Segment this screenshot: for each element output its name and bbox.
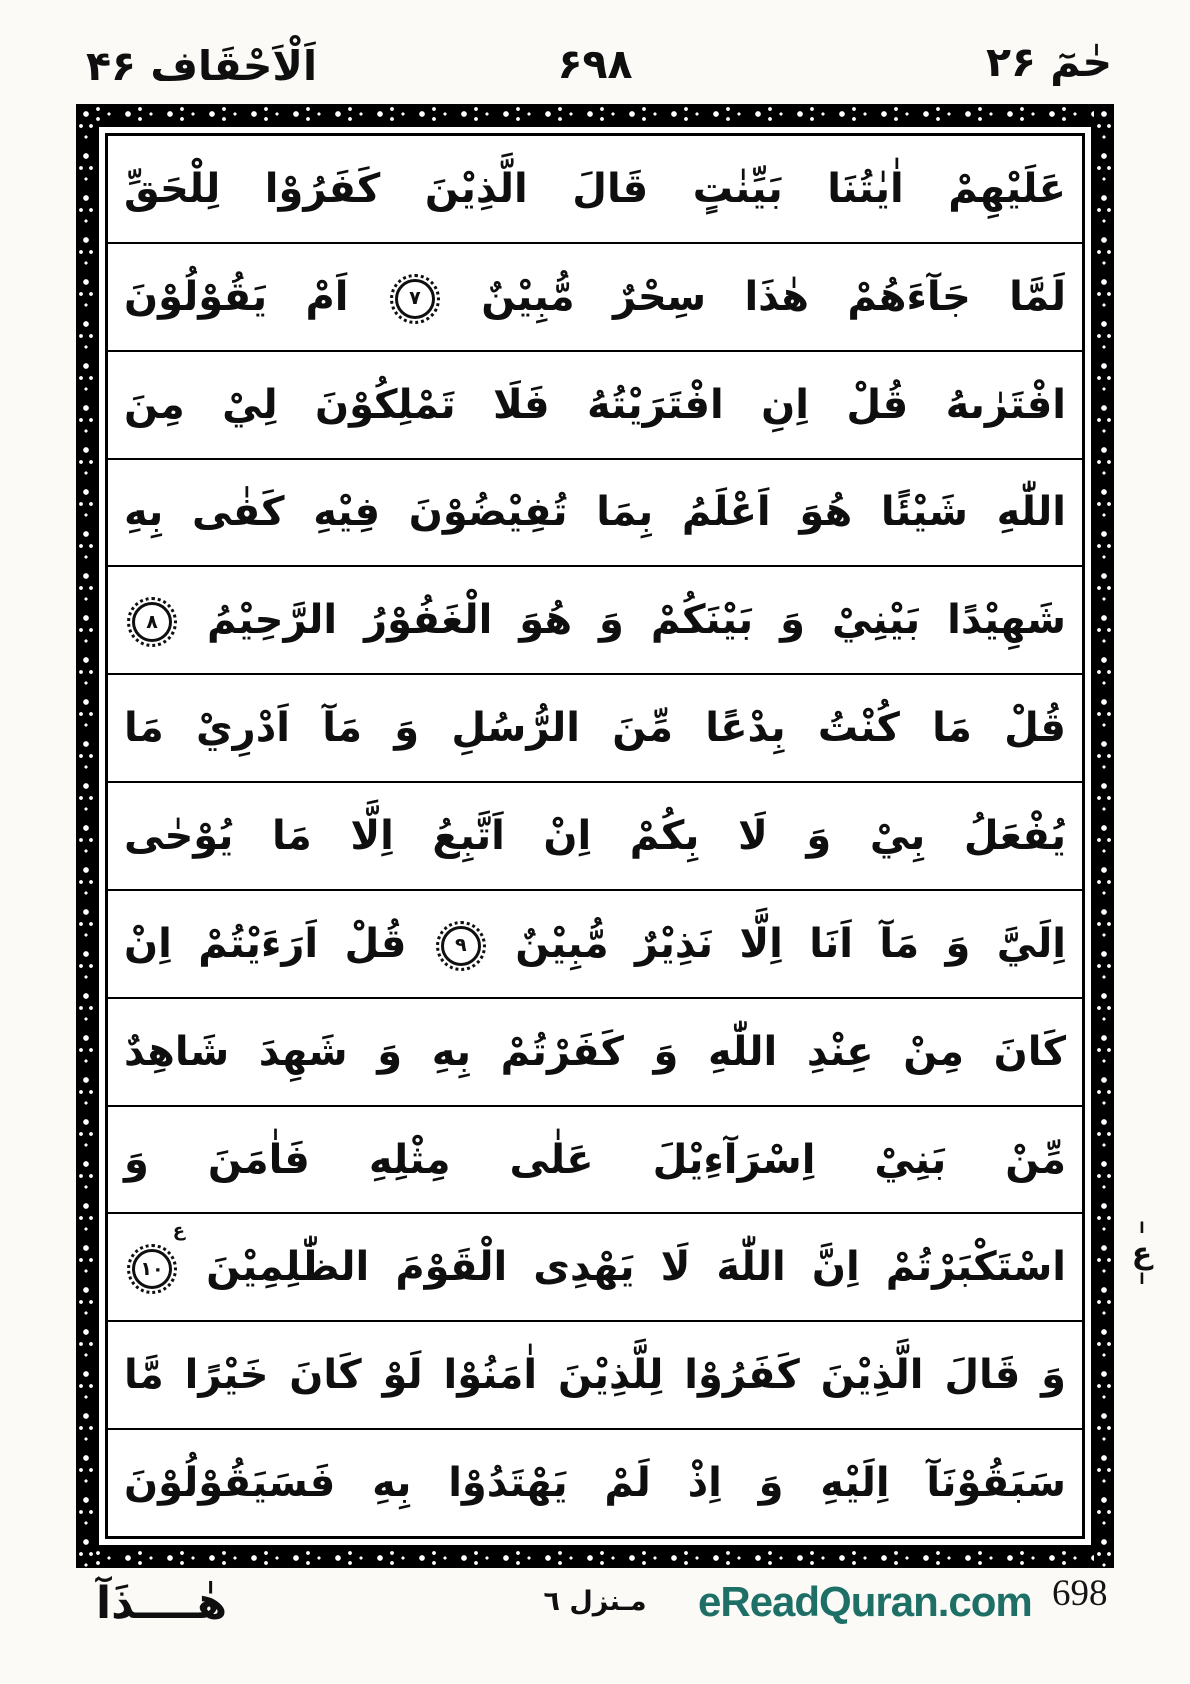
quran-line-row — [108, 567, 1082, 675]
ayah-text-segment: اسْتَكْبَرْتُمْ اِنَّ اللّٰهَ لَا يَهْدِى الْقَوْمَ الظّٰلِمِيْنَ — [206, 1244, 1066, 1291]
ayah-number: ۷ — [409, 286, 421, 309]
border-ornament-left — [76, 104, 96, 1568]
ayah-text-segment: اَمْ يَقُوْلُوْنَ — [124, 273, 349, 320]
quran-line-row — [108, 675, 1082, 783]
ayah-text-segment: افْتَرٰىهُ قُلْ اِنِ افْتَرَيْتُهُ فَلَا تَمْلِكُوْنَ لِيْ مِنَ — [124, 381, 1066, 428]
page-number-footer: 698 — [1052, 1573, 1108, 1614]
ayah-text-segment: لَمَّا جَآءَهُمْ هٰذَا سِحْرٌ مُّبِيْنٌ — [481, 273, 1066, 320]
ayah-text-segment: اللّٰهِ شَيْئًا هُوَ اَعْلَمُ بِمَا تُفِيْضُوْنَ فِيْهِ كَفٰى بِهِ — [124, 489, 1066, 536]
quran-line-row — [108, 136, 1082, 244]
quran-line-row — [108, 460, 1082, 568]
quran-line-text — [124, 591, 1066, 649]
ayah-text-segment: شَهِيْدًا بَيْنِيْ وَ بَيْنَكُمْ وَ هُوَ الْغَفُوْرُ الرَّحِيْمُ — [206, 597, 1066, 644]
page-number-arabic: ۶۹۸ — [557, 40, 633, 88]
quran-line-row — [108, 999, 1082, 1107]
quran-line-text — [124, 699, 1066, 757]
quran-line-row — [108, 1214, 1082, 1322]
ayah-text-segment: عَلَيْهِمْ اٰيٰتُنَا بَيِّنٰتٍ قَالَ الَّذِيْنَ كَفَرُوْا لِلْحَقِّ — [124, 165, 1066, 212]
quran-line-text — [124, 915, 1066, 973]
quran-line-text — [124, 807, 1066, 865]
text-block — [105, 133, 1085, 1539]
ayah-number: ۱۰ — [140, 1257, 164, 1280]
quran-line-row — [108, 1322, 1082, 1430]
quran-line-row — [108, 352, 1082, 460]
quran-line-text — [124, 1454, 1066, 1512]
ruku-ain-symbol: ع — [1131, 1236, 1153, 1271]
juz-name-label: حٰمٓ ۲۶ — [985, 38, 1112, 86]
border-ornament-right — [1094, 104, 1114, 1568]
quran-line-text — [124, 1220, 1066, 1296]
quran-line-text — [124, 1131, 1066, 1189]
ayah-text-segment: قُلْ اَرَءَيْتُمْ اِنْ — [124, 920, 407, 967]
ereadquran-watermark: eReadQuran.com — [698, 1578, 1032, 1625]
ayah-end-medallion — [132, 602, 172, 642]
border-ornament-bottom — [76, 1548, 1114, 1568]
ayah-text-segment: يُفْعَلُ بِيْ وَ لَا بِكُمْ اِنْ اَتَّبِعُ اِلَّا مَا يُوْحٰى — [124, 812, 1066, 859]
surah-name-label: اَلْاَحْقَاف ۴۶ — [86, 42, 317, 90]
ayah-text-segment: اِلَيَّ وَ مَآ اَنَا اِلَّا نَذِيْرٌ مُّبِيْنٌ — [515, 920, 1066, 967]
ayah-text-segment: وَ قَالَ الَّذِيْنَ كَفَرُوْا لِلَّذِيْنَ اٰمَنُوْا لَوْ كَانَ خَيْرًا مَّا — [124, 1352, 1066, 1399]
ornamental-border-frame — [76, 104, 1114, 1568]
manzil-label: مـنزل ٦ — [543, 1586, 647, 1617]
quran-line-text — [124, 160, 1066, 218]
ayah-end-medallion — [132, 1220, 185, 1289]
quran-line-row — [108, 1430, 1082, 1536]
ayah-text-segment: مِّنْ بَنِيْ اِسْرَآءِيْلَ عَلٰى مِثْلِهِ فَاٰمَنَ وَ — [124, 1136, 1066, 1183]
quran-line-text — [124, 483, 1066, 541]
catchword-next-page: هٰــــذَآ — [96, 1578, 228, 1629]
ayah-number: ۸ — [146, 610, 158, 633]
ruku-count-bottom: ا — [1139, 1270, 1145, 1288]
quran-line-text — [124, 1023, 1066, 1081]
quran-line-text — [124, 268, 1066, 326]
ruku-end-symbol: ع — [172, 1220, 185, 1242]
ruku-count-top: ا — [1139, 1219, 1145, 1237]
quran-line-row — [108, 1107, 1082, 1215]
quran-line-row — [108, 783, 1082, 891]
border-ornament-top — [76, 104, 1114, 124]
margin-ruku-marker — [1120, 1218, 1164, 1290]
quran-line-row — [108, 891, 1082, 999]
quran-line-text — [124, 1346, 1066, 1404]
ayah-end-medallion — [441, 926, 481, 966]
quran-line-text — [124, 376, 1066, 434]
ayah-text-segment: كَانَ مِنْ عِنْدِ اللّٰهِ وَ كَفَرْتُمْ بِهِ وَ شَهِدَ شَاهِدٌ — [124, 1028, 1066, 1075]
text-rows — [108, 136, 1082, 1536]
ayah-number: ۹ — [455, 934, 467, 957]
ayah-text-segment: قُلْ مَا كُنْتُ بِدْعًا مِّنَ الرُّسُلِ وَ مَآ اَدْرِيْ مَا — [124, 705, 1066, 752]
ayah-end-medallion — [395, 279, 435, 319]
quran-line-row — [108, 244, 1082, 352]
ayah-text-segment: سَبَقُوْنَآ اِلَيْهِ وَ اِذْ لَمْ يَهْتَدُوْا بِهِ فَسَيَقُوْلُوْنَ — [124, 1460, 1066, 1507]
